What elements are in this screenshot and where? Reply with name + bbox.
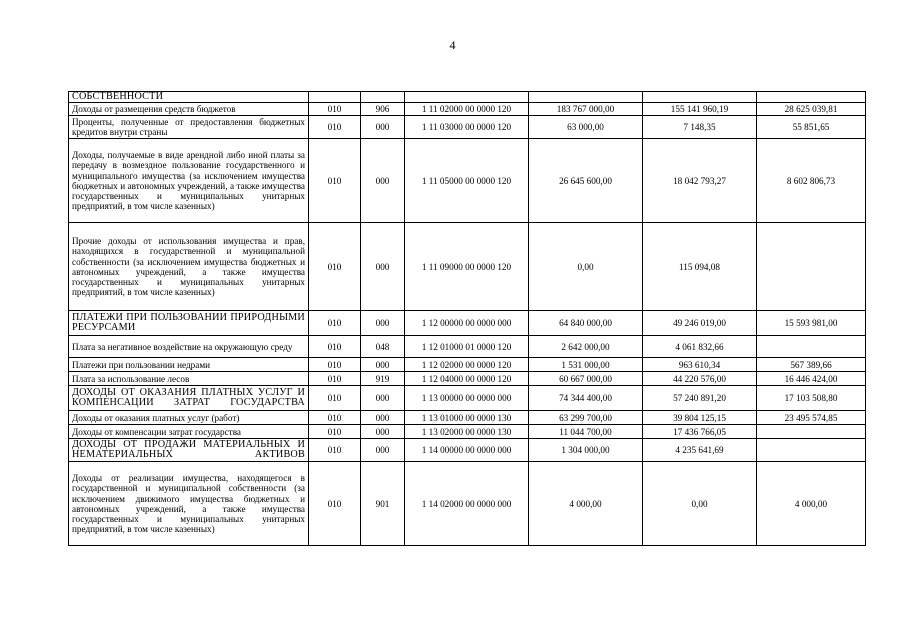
revenue-name-cell: ПЛАТЕЖИ ПРИ ПОЛЬЗОВАНИИ ПРИРОДНЫМИ РЕСУРСАМИ bbox=[69, 311, 309, 336]
budget-code-cell bbox=[405, 92, 529, 103]
revenue-name-cell: ДОХОДЫ ОТ ПРОДАЖИ МАТЕРИАЛЬНЫХ И НЕМАТЕРИАЛЬНЫХ АКТИВОВ bbox=[69, 439, 309, 462]
admin-code-cell: 901 bbox=[361, 462, 405, 546]
budget-code-cell: 1 11 02000 00 0000 120 bbox=[405, 103, 529, 116]
executed-amount-cell: 963 610,34 bbox=[643, 358, 757, 372]
admin-code-cell: 000 bbox=[361, 223, 405, 311]
revenue-name-cell: Плата за негативное воздействие на окружающую среду bbox=[69, 336, 309, 358]
revenue-name-cell: Доходы, получаемые в виде арендной либо иной платы за передачу в возмездное пользование государственного и муниципального имущества (за исключением имущества бюджетных и автономных учреждений, а также имущества государственных и муниципальных унитарных предприятий, в том числе казенных) bbox=[69, 139, 309, 223]
table-row bbox=[69, 139, 866, 223]
admin-code-cell bbox=[361, 92, 405, 103]
planned-amount-cell: 26 645 600,00 bbox=[529, 139, 643, 223]
remaining-amount-cell: 23 495 574,85 bbox=[757, 411, 866, 425]
table-row bbox=[69, 92, 866, 103]
line-code-cell: 010 bbox=[309, 462, 361, 546]
revenue-name-cell: Доходы от реализации имущества, находящегося в государственной и муниципальной собственности (за исключением движимого имущества бюджетных и автономных учреждений, а также имущества государственных и муниципальных унитарных предприятий, в том числе казенных) bbox=[69, 462, 309, 546]
executed-amount-cell bbox=[643, 92, 757, 103]
admin-code-cell: 000 bbox=[361, 411, 405, 425]
executed-amount-cell: 4 235 641,69 bbox=[643, 439, 757, 462]
executed-amount-cell: 44 220 576,00 bbox=[643, 372, 757, 386]
remaining-amount-cell: 567 389,66 bbox=[757, 358, 866, 372]
admin-code-cell: 000 bbox=[361, 358, 405, 372]
planned-amount-cell: 11 044 700,00 bbox=[529, 425, 643, 439]
executed-amount-cell: 39 804 125,15 bbox=[643, 411, 757, 425]
budget-code-cell: 1 13 02000 00 0000 130 bbox=[405, 425, 529, 439]
line-code-cell: 010 bbox=[309, 116, 361, 139]
line-code-cell: 010 bbox=[309, 372, 361, 386]
admin-code-cell: 906 bbox=[361, 103, 405, 116]
executed-amount-cell: 115 094,08 bbox=[643, 223, 757, 311]
budget-code-cell: 1 12 04000 00 0000 120 bbox=[405, 372, 529, 386]
planned-amount-cell: 64 840 000,00 bbox=[529, 311, 643, 336]
planned-amount-cell: 63 000,00 bbox=[529, 116, 643, 139]
table-row bbox=[69, 358, 866, 372]
planned-amount-cell: 63 299 700,00 bbox=[529, 411, 643, 425]
line-code-cell: 010 bbox=[309, 386, 361, 411]
table-body bbox=[69, 92, 866, 546]
revenue-name-cell: Проценты, полученные от предоставления бюджетных кредитов внутри страны bbox=[69, 116, 309, 139]
admin-code-cell: 000 bbox=[361, 116, 405, 139]
revenue-name-cell: Доходы от компенсации затрат государства bbox=[69, 425, 309, 439]
table-row bbox=[69, 425, 866, 439]
revenue-name-cell: Плата за использование лесов bbox=[69, 372, 309, 386]
revenue-name-cell: Прочие доходы от использования имущества и прав, находящихся в государственной и муниципальной собственности (за исключением имущества бюджетных и автономных учреждений, а также имущества государственных и муниципальных унитарных предприятий, в том числе казенных) bbox=[69, 223, 309, 311]
admin-code-cell: 000 bbox=[361, 439, 405, 462]
budget-code-cell: 1 13 01000 00 0000 130 bbox=[405, 411, 529, 425]
executed-amount-cell: 57 240 891,20 bbox=[643, 386, 757, 411]
budget-code-cell: 1 12 00000 00 0000 000 bbox=[405, 311, 529, 336]
line-code-cell: 010 bbox=[309, 439, 361, 462]
revenue-name-cell: ДОХОДЫ ОТ ОКАЗАНИЯ ПЛАТНЫХ УСЛУГ И КОМПЕНСАЦИИ ЗАТРАТ ГОСУДАРСТВА bbox=[69, 386, 309, 411]
admin-code-cell: 000 bbox=[361, 386, 405, 411]
line-code-cell: 010 bbox=[309, 425, 361, 439]
remaining-amount-cell: 17 103 508,80 bbox=[757, 386, 866, 411]
budget-code-cell: 1 14 02000 00 0000 000 bbox=[405, 462, 529, 546]
line-code-cell: 010 bbox=[309, 358, 361, 372]
budget-code-cell: 1 13 00000 00 0000 000 bbox=[405, 386, 529, 411]
planned-amount-cell: 2 642 000,00 bbox=[529, 336, 643, 358]
remaining-amount-cell bbox=[757, 336, 866, 358]
line-code-cell bbox=[309, 92, 361, 103]
executed-amount-cell: 17 436 766,05 bbox=[643, 425, 757, 439]
budget-code-cell: 1 11 03000 00 0000 120 bbox=[405, 116, 529, 139]
revenue-name-cell: Доходы от оказания платных услуг (работ) bbox=[69, 411, 309, 425]
executed-amount-cell: 0,00 bbox=[643, 462, 757, 546]
remaining-amount-cell: 15 593 981,00 bbox=[757, 311, 866, 336]
remaining-amount-cell bbox=[757, 92, 866, 103]
planned-amount-cell: 183 767 000,00 bbox=[529, 103, 643, 116]
revenue-name-cell: Платежи при пользовании недрами bbox=[69, 358, 309, 372]
executed-amount-cell: 49 246 019,00 bbox=[643, 311, 757, 336]
remaining-amount-cell: 8 602 806,73 bbox=[757, 139, 866, 223]
table-row bbox=[69, 223, 866, 311]
table-row bbox=[69, 103, 866, 116]
table-row bbox=[69, 411, 866, 425]
page-number: 4 bbox=[449, 38, 456, 52]
remaining-amount-cell bbox=[757, 425, 866, 439]
revenue-name-cell: Доходы от размещения средств бюджетов bbox=[69, 103, 309, 116]
line-code-cell: 010 bbox=[309, 103, 361, 116]
budget-code-cell: 1 11 05000 00 0000 120 bbox=[405, 139, 529, 223]
planned-amount-cell: 60 667 000,00 bbox=[529, 372, 643, 386]
table-row bbox=[69, 116, 866, 139]
planned-amount-cell bbox=[529, 92, 643, 103]
line-code-cell: 010 bbox=[309, 311, 361, 336]
planned-amount-cell: 4 000,00 bbox=[529, 462, 643, 546]
table-row bbox=[69, 439, 866, 462]
executed-amount-cell: 18 042 793,27 bbox=[643, 139, 757, 223]
remaining-amount-cell: 4 000,00 bbox=[757, 462, 866, 546]
table-row bbox=[69, 336, 866, 358]
admin-code-cell: 000 bbox=[361, 425, 405, 439]
table-row bbox=[69, 311, 866, 336]
budget-code-cell: 1 14 00000 00 0000 000 bbox=[405, 439, 529, 462]
revenue-name-cell: СОБСТВЕННОСТИ bbox=[69, 92, 309, 103]
line-code-cell: 010 bbox=[309, 223, 361, 311]
budget-code-cell: 1 11 09000 00 0000 120 bbox=[405, 223, 529, 311]
remaining-amount-cell: 28 625 039,81 bbox=[757, 103, 866, 116]
budget-code-cell: 1 12 01000 01 0000 120 bbox=[405, 336, 529, 358]
budget-code-cell: 1 12 02000 00 0000 120 bbox=[405, 358, 529, 372]
admin-code-cell: 000 bbox=[361, 139, 405, 223]
remaining-amount-cell: 55 851,65 bbox=[757, 116, 866, 139]
remaining-amount-cell bbox=[757, 223, 866, 311]
revenue-table bbox=[68, 91, 866, 546]
executed-amount-cell: 4 061 832,66 bbox=[643, 336, 757, 358]
table-row bbox=[69, 372, 866, 386]
planned-amount-cell: 74 344 400,00 bbox=[529, 386, 643, 411]
line-code-cell: 010 bbox=[309, 139, 361, 223]
remaining-amount-cell: 16 446 424,00 bbox=[757, 372, 866, 386]
line-code-cell: 010 bbox=[309, 336, 361, 358]
admin-code-cell: 919 bbox=[361, 372, 405, 386]
admin-code-cell: 048 bbox=[361, 336, 405, 358]
planned-amount-cell: 0,00 bbox=[529, 223, 643, 311]
line-code-cell: 010 bbox=[309, 411, 361, 425]
planned-amount-cell: 1 531 000,00 bbox=[529, 358, 643, 372]
executed-amount-cell: 7 148,35 bbox=[643, 116, 757, 139]
table-row bbox=[69, 462, 866, 546]
admin-code-cell: 000 bbox=[361, 311, 405, 336]
remaining-amount-cell bbox=[757, 439, 866, 462]
executed-amount-cell: 155 141 960,19 bbox=[643, 103, 757, 116]
table-row bbox=[69, 386, 866, 411]
planned-amount-cell: 1 304 000,00 bbox=[529, 439, 643, 462]
